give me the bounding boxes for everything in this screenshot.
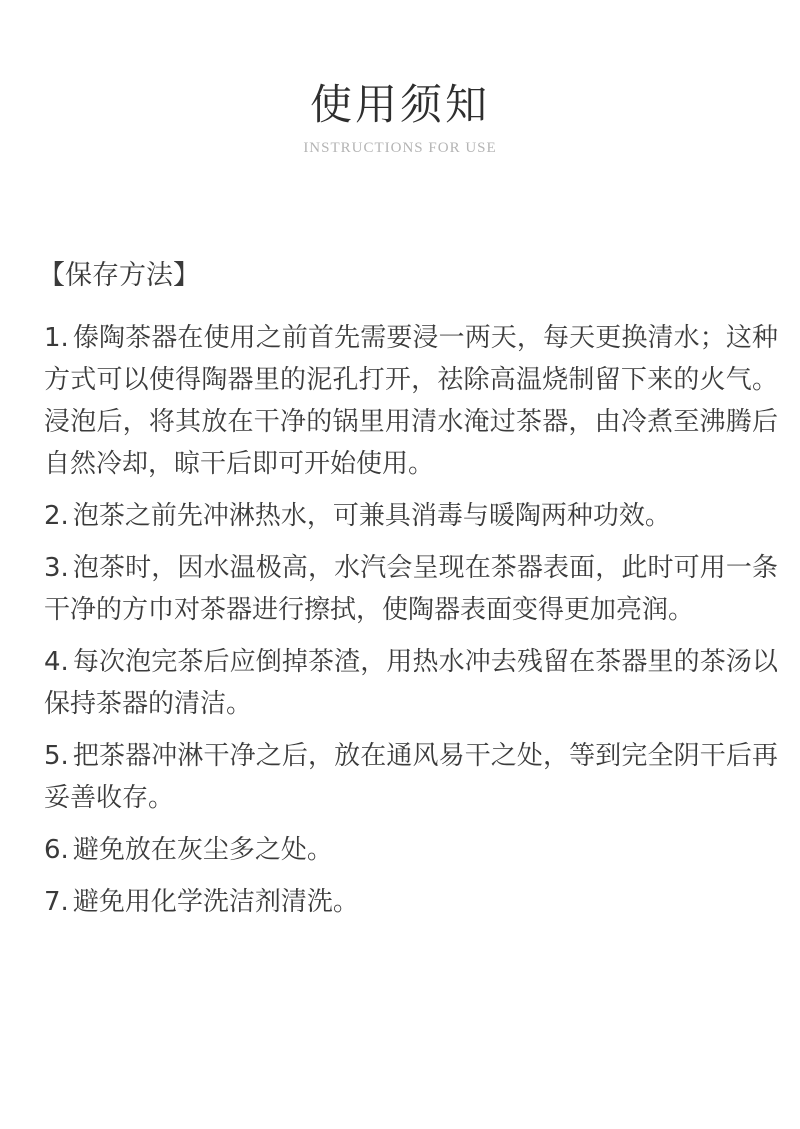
- item-number: 3.: [44, 553, 69, 583]
- item-number: 4.: [44, 647, 69, 677]
- item-number: 6.: [44, 835, 69, 865]
- item-number: 5.: [44, 741, 69, 771]
- page-header: [0, 78, 800, 158]
- section-heading: 【保存方法】: [38, 260, 200, 291]
- item-text: 泡茶之前先冲淋热水，可兼具消毒与暖陶两种功效。: [72, 501, 671, 531]
- item-text: 每次泡完茶后应倒掉茶渣，用热水冲去残留在茶器里的茶汤以保持茶器的清洁。: [44, 647, 778, 719]
- instruction-item-7: [44, 881, 778, 923]
- item-text: 泡茶时，因水温极高，水汽会呈现在茶器表面，此时可用一条干净的方巾对茶器进行擦拭，使陶器表面变得更加亮润。: [44, 553, 778, 625]
- item-number: 7.: [44, 887, 69, 917]
- item-text: 傣陶茶器在使用之前首先需要浸一两天，每天更换清水；这种方式可以使得陶器里的泥孔打开，祛除高温烧制留下来的火气。浸泡后，将其放在干净的锅里用清水淹过茶器，由冷煮至沸腾后自然冷却，晾干后即可开始使用。: [44, 323, 778, 479]
- instruction-list: [38, 317, 778, 923]
- page-title: 使用须知: [309, 80, 490, 129]
- page-subtitle: INSTRUCTIONS FOR USE: [303, 140, 497, 156]
- instruction-item-3: [44, 547, 778, 631]
- storage-section: [38, 255, 778, 933]
- item-text: 避免放在灰尘多之处。: [72, 835, 333, 865]
- instruction-item-5: [44, 735, 778, 819]
- item-number: 1.: [44, 323, 69, 353]
- instruction-item-2: [44, 495, 778, 537]
- instruction-item-1: [44, 317, 778, 485]
- item-text: 避免用化学洗洁剂清洗。: [72, 887, 359, 917]
- item-text: 把茶器冲淋干净之后，放在通风易干之处，等到完全阴干后再妥善收存。: [44, 741, 778, 813]
- instruction-item-6: [44, 829, 778, 871]
- item-number: 2.: [44, 501, 69, 531]
- instruction-item-4: [44, 641, 778, 725]
